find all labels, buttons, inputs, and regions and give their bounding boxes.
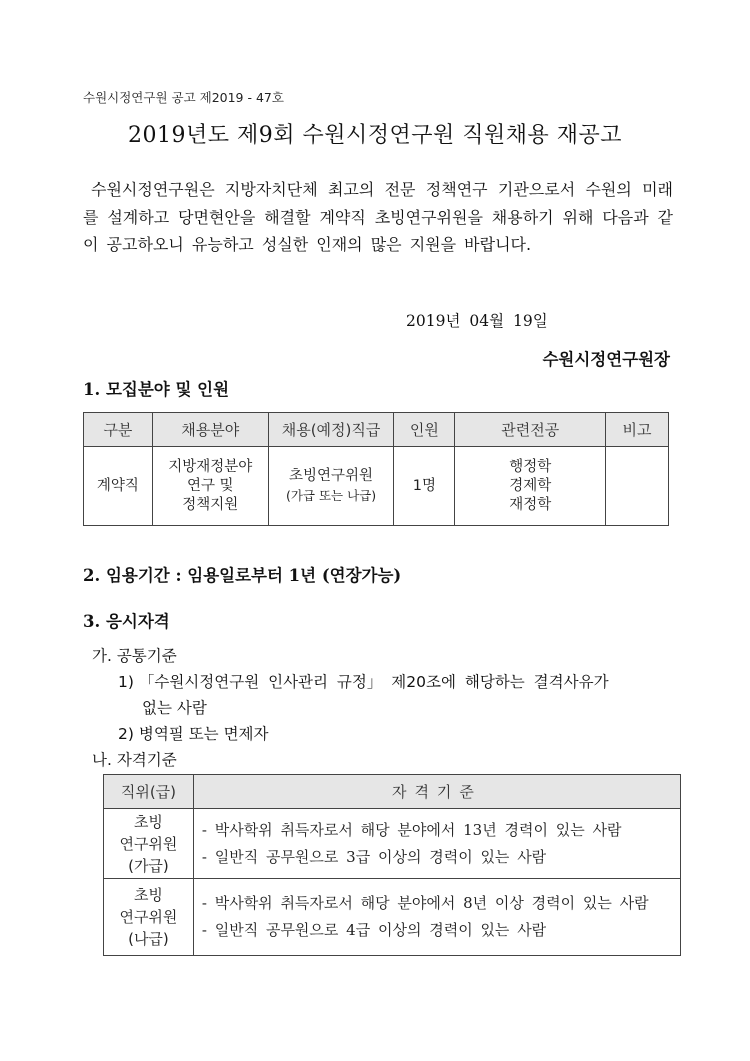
- criteria-item: - 박사학위 취득자로서 해당 분야에서 8년 이상 경력이 있는 사람: [201, 894, 649, 912]
- criteria-item: - 일반직 공무원으로 4급 이상의 경력이 있는 사람: [201, 921, 547, 939]
- cell-remarks: [606, 447, 669, 526]
- position-line: 연구위원: [119, 908, 178, 926]
- table-row: [104, 879, 681, 956]
- major-item: 경제학: [509, 477, 552, 494]
- cell-grade: [268, 447, 394, 526]
- recruitment-table: [83, 412, 669, 526]
- table-header-row: [84, 413, 669, 447]
- criteria-item: - 박사학위 취득자로서 해당 분야에서 13년 경력이 있는 사람: [201, 820, 622, 839]
- col-header-position: 직위(급): [104, 775, 194, 809]
- section2-heading: 2. 임용기간 : 임용일로부터 1년 (연장가능): [83, 566, 402, 585]
- section1-heading: 1. 모집분야 및 인원: [83, 380, 230, 399]
- field-line: 연구 및: [186, 477, 234, 494]
- position-line: 연구위원: [119, 834, 178, 853]
- item-text: 「수원시정연구원 인사관리 규정」 제20조에 해당하는 결격사유가: [138, 673, 609, 691]
- common-item-1: [118, 670, 609, 692]
- position-line: (나급): [128, 930, 169, 948]
- item-text: 병역필 또는 면제자: [138, 725, 269, 743]
- col-header-count: 인원: [394, 413, 455, 447]
- qualification-label: 나. 자격기준: [92, 751, 177, 769]
- position-line: 초빙: [133, 886, 163, 904]
- intro-text: 수원시정연구원은 지방자치단체 최고의 전문 정책연구 기관으로서 수원의 미래를 설계하고 당면현안을 해결할 계약직 초빙연구위원을 채용하기 위해 다음과 같이 공고하오니 유능하고 성실한 인재의 많은 지원을 바랍니다.: [83, 180, 673, 254]
- col-header-majors: 관련전공: [455, 413, 606, 447]
- common-item-1-cont: 없는 사람: [142, 699, 207, 717]
- col-header-criteria: 자격기준: [193, 775, 680, 809]
- criteria-item: - 일반직 공무원으로 3급 이상의 경력이 있는 사람: [201, 847, 547, 866]
- section3-heading: 3. 응시자격: [83, 612, 170, 631]
- col-header-remarks: 비고: [606, 413, 669, 447]
- col-header-type: 구분: [84, 413, 153, 447]
- cell-type: 계약직: [84, 447, 153, 526]
- cell-majors: [455, 447, 606, 526]
- field-line: 정책지원: [182, 496, 239, 513]
- position-line: 초빙: [133, 812, 163, 831]
- item-number: 1): [118, 673, 134, 691]
- table-row: [104, 809, 681, 879]
- announcement-date: 2019년 04월 19일: [406, 312, 548, 330]
- major-item: 재정학: [509, 496, 552, 513]
- cell-count: 1명: [394, 447, 455, 526]
- cell-criteria: [193, 879, 680, 956]
- common-criteria-label: 가. 공통기준: [92, 647, 177, 665]
- document-title: 2019년도 제9회 수원시정연구원 직원채용 재공고: [128, 123, 622, 148]
- position-line: (가급): [128, 856, 169, 875]
- document-number: 수원시정연구원 공고 제2019 - 47호: [83, 90, 284, 105]
- field-line: 지방재정분야: [168, 458, 253, 475]
- cell-position: [104, 809, 194, 879]
- cell-field: [152, 447, 268, 526]
- intro-paragraph: [83, 176, 673, 259]
- table-row: [84, 447, 669, 526]
- cell-criteria: [193, 809, 680, 879]
- col-header-field: 채용분야: [152, 413, 268, 447]
- qualification-table: [103, 774, 681, 956]
- grade-text: 초빙연구위원: [289, 468, 374, 484]
- cell-position: [104, 879, 194, 956]
- common-item-2: [118, 722, 269, 744]
- grade-note: (가급 또는 나급): [285, 488, 377, 503]
- table-header-row: [104, 775, 681, 809]
- major-item: 행정학: [509, 458, 552, 475]
- item-number: 2): [118, 725, 134, 743]
- issuer-name: 수원시정연구원장: [542, 350, 670, 369]
- col-header-grade: 채용(예정)직급: [268, 413, 394, 447]
